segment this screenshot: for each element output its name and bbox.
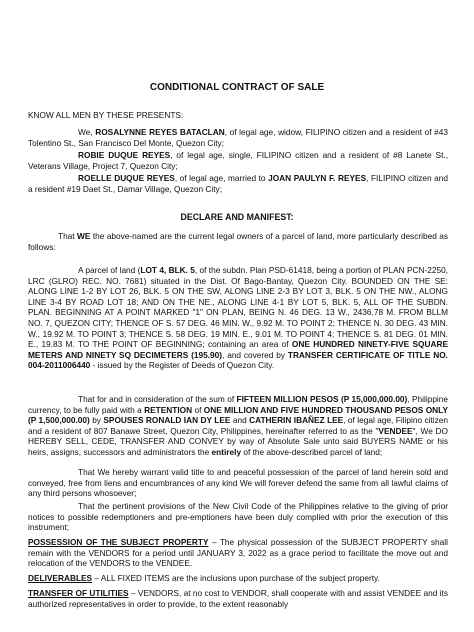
- deliverables-paragraph: [28, 573, 448, 584]
- consideration-retention: RETENTION: [144, 404, 193, 415]
- land-text-2: , and covered by: [222, 349, 288, 360]
- party-1-name: ROSALYNNE REYES BATACLAN: [95, 127, 225, 137]
- party-1-details: , of legal age, widow, FILIPINO citizen and a resident of #43 Tolentino St., San Francisco Del Monte, Quezon City;: [28, 127, 449, 148]
- party-3-details: , FILIPINO citizen and a resident #19 Daet St., Damar Village, Quezon City;: [28, 173, 448, 194]
- land-text-1: , of the subdn. Plan PSD-61418, being a portion of PLAN PCN-2250, LRC (GLRO) REC. NO. 7681) situated in the Dist. Of Bago-Bantay, Quezon City. BOUNDED ON THE SE: ALONG LINE 1-2 BY LOT 26, BLK. 5 ON THE SW, ALONG LINE 2-3 BY LOT 3, BLK. 5 ON THE NW., ALONG LINE 3-4 BY ROAD LOT 18; AND ON THE NE., ALONG LINE 4-1 BY LOT 5, BLK. 5, ALL OF THE SUBDN. PLAN. BEGINNING AT A POINT MARKED "1" ON PLAN, BEING N. 46 DEG. 13 W., 2436.78 M. FROM BLLM NO. 7, QUEZON CITY; THENCE OF S. 57 DEG. 46 MIN. W., 9.92 M. TO POINT 2; THENCE N. 30 DEG. 43 MIN. W., 19.92 M. TO POINT 3; THENCE S. 58 DEG. 19 MIN. E., 9.01 M. TO POINT 4; THENCE S. 81 DEG. 01 MIN. E., 19.83 M. TO THE POINT OF BEGINNING; containing an area of: [28, 265, 448, 350]
- civil-code-text: That the pertinent provisions of the New Civil Code of the Philippines relative to the giving of prior notices to possible redemptioners and pre-emptioners have been duly complied with prior the execution of this instrument;: [28, 501, 448, 533]
- consideration-entirely: entirely: [211, 446, 242, 457]
- consideration-text-4: and: [230, 415, 250, 426]
- land-text-3: - issued by the Register of Deeds of Quezon City.: [90, 360, 275, 371]
- consideration-buyers: SPOUSES RONALD IAN DY LEE: [103, 415, 231, 426]
- land-lot: LOT 4, BLK. 5: [140, 265, 195, 275]
- consideration-paragraph: [28, 394, 448, 458]
- party-2-details: , of legal age, single, FILIPINO citizen and a resident of #8 Lanete St., Veterans Village, Project 7, Quezon City;: [28, 150, 448, 171]
- deliverables-text: – ALL FIXED ITEMS are the inclusions upon purchase of the subject property.: [92, 573, 380, 583]
- land-description-paragraph: [28, 265, 448, 371]
- consideration-text-6: ", We DO HEREBY SELL, CEDE, TRANSFER AND CONVEY by way of Absolute Sale unto said BUYERS NAME or his heirs, assigns, successors and administrators the: [28, 425, 448, 457]
- declaration-paragraph: [28, 231, 448, 252]
- land-pre: A parcel of land (: [78, 265, 141, 275]
- deliverables-label: DELIVERABLES: [28, 573, 93, 583]
- section-heading: DECLARE AND MANIFEST:: [180, 212, 294, 222]
- warranty-text: That We hereby warrant valid title to and peaceful possession of the parcel of land herein sold and conveyed, free from liens and encumbrances of any kind We will forever defend the same from all lawful claims of any third persons whosoever;: [28, 467, 448, 499]
- civil-code-paragraph: [28, 501, 448, 533]
- party-3-mid: , of legal age, married to: [174, 173, 269, 183]
- party-3-spouse: JOAN PAULYN F. REYES: [268, 173, 367, 183]
- land-tct: TRANSFER CERTIFICATE OF TITLE NO. 004-2011006440: [28, 349, 448, 371]
- declare-rest: the above-named are the current legal owners of a parcel of land, more particularly described as follows:: [28, 231, 448, 252]
- party-3-name: ROELLE DUQUE REYES: [78, 173, 175, 183]
- consideration-text-1: , Philippine currency, to be fully paid with a: [28, 394, 449, 415]
- consideration-retention-amount: ONE MILLION AND FIVE HUNDRED THOUSAND PESOS ONLY (P 1,500,000.00): [28, 404, 448, 426]
- document-title: CONDITIONAL CONTRACT OF SALE: [149, 82, 325, 93]
- consideration-text-5: , of legal age, Filipino citizen and a resident of 807 Banawe Street, Quezon City, Philippines, hereinafter referred to as the ": [28, 415, 448, 436]
- consideration-text-7: of the above-described parcel of land;: [241, 446, 383, 457]
- utilities-text: – VENDORS, at no cost to VENDOR, shall cooperate with and assist VENDEE and its authorized representatives in order to provide, to the extent reasonably: [28, 588, 448, 609]
- declare-we: WE: [77, 231, 91, 241]
- warranty-paragraph: [28, 467, 448, 499]
- consideration-price: FIFTEEN MILLION PESOS (P 15,000,000.00): [236, 394, 408, 404]
- consideration-catherin: CATHERIN IBAÑEZ LEE: [249, 415, 344, 426]
- possession-text: – The physical possession of the SUBJECT PROPERTY shall remain with the VENDORS for a period until JANUARY 3, 2022 as a grace period to facilitate the move out and relocation of the VENDORS to the VENDEE.: [28, 537, 448, 569]
- party-1-pre: We,: [78, 127, 96, 137]
- party-2-paragraph: [28, 150, 448, 171]
- intro-line: KNOW ALL MEN BY THESE PRESENTS:: [28, 110, 184, 120]
- party-1-paragraph: [28, 127, 448, 148]
- party-3-paragraph: [28, 173, 448, 194]
- consideration-pre: That for and in consideration of the sum of: [78, 394, 237, 404]
- utilities-label: TRANSFER OF UTILITIES: [28, 588, 129, 598]
- declare-pre: That: [58, 231, 78, 241]
- consideration-text-3: by: [89, 415, 104, 426]
- utilities-paragraph: [28, 588, 448, 609]
- possession-paragraph: [28, 537, 448, 569]
- party-2-name: ROBIE DUQUE REYES: [78, 150, 171, 160]
- consideration-vendee: VENDEE: [378, 425, 413, 436]
- possession-label: POSSESSION OF THE SUBJECT PROPERTY: [28, 537, 209, 547]
- land-area: ONE HUNDRED NINETY-FIVE SQUARE METERS AND NINETY SQ DECIMETERS (195.90): [28, 339, 449, 360]
- consideration-text-2: of: [192, 404, 204, 415]
